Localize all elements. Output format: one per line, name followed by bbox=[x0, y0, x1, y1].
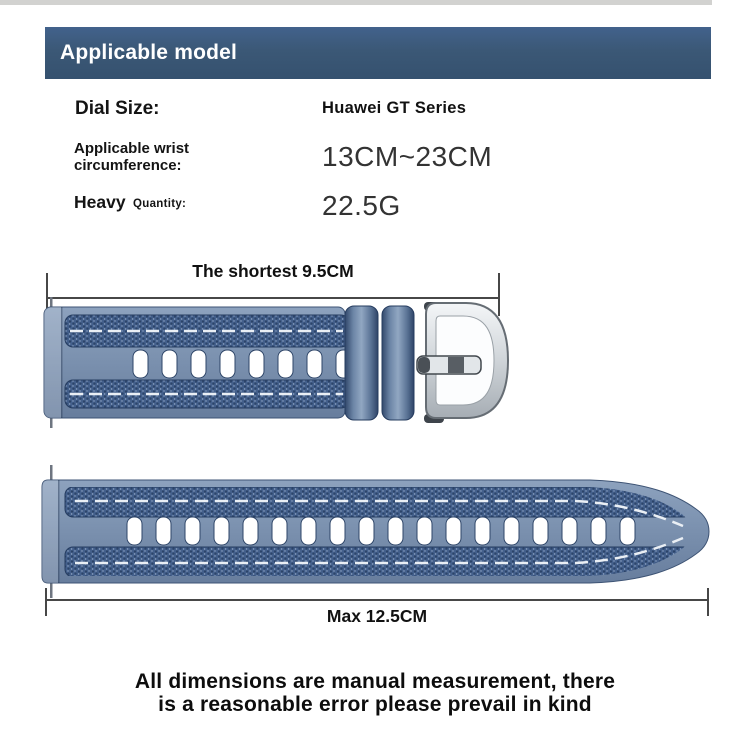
spring-bar-pin-bottom bbox=[50, 582, 53, 598]
strap-seam bbox=[58, 480, 60, 583]
short-strap-dimension-label: The shortest 9.5CM bbox=[192, 261, 354, 281]
long-strap-dimension-label: Max 12.5CM bbox=[326, 606, 428, 626]
weight-value: 22.5G bbox=[322, 190, 401, 221]
spring-bar-pin-top bbox=[50, 465, 53, 481]
buckle-prong bbox=[417, 356, 481, 374]
dial-size-value: Huawei GT Series bbox=[322, 99, 467, 117]
strap-end-cap bbox=[44, 307, 61, 418]
long-strap-dimension-line bbox=[45, 599, 709, 601]
wrist-circumference-value: 13CM~23CM bbox=[322, 141, 493, 172]
strap-seam bbox=[61, 307, 63, 418]
disclaimer-line-2: is a reasonable error please prevail in kind bbox=[158, 692, 592, 716]
section-header-title: Applicable model bbox=[60, 41, 238, 64]
short-strap-illustration bbox=[40, 295, 520, 435]
keeper-loop-second bbox=[382, 306, 414, 420]
weight-quantity-label: Quantity: bbox=[133, 198, 187, 210]
weight-label: Heavy bbox=[74, 192, 126, 212]
wrist-circumference-label: Applicable wrist circumference: bbox=[74, 140, 190, 174]
dial-size-label: Dial Size: bbox=[75, 98, 160, 119]
disclaimer-line-1: All dimensions are manual measurement, there bbox=[134, 670, 616, 693]
strap-end-cap bbox=[42, 480, 58, 583]
long-strap-illustration bbox=[35, 460, 725, 600]
section-header bbox=[45, 27, 711, 79]
disclaimer-note bbox=[25, 671, 725, 716]
top-edge-strip bbox=[0, 0, 712, 5]
keeper-loop-first bbox=[345, 306, 378, 420]
